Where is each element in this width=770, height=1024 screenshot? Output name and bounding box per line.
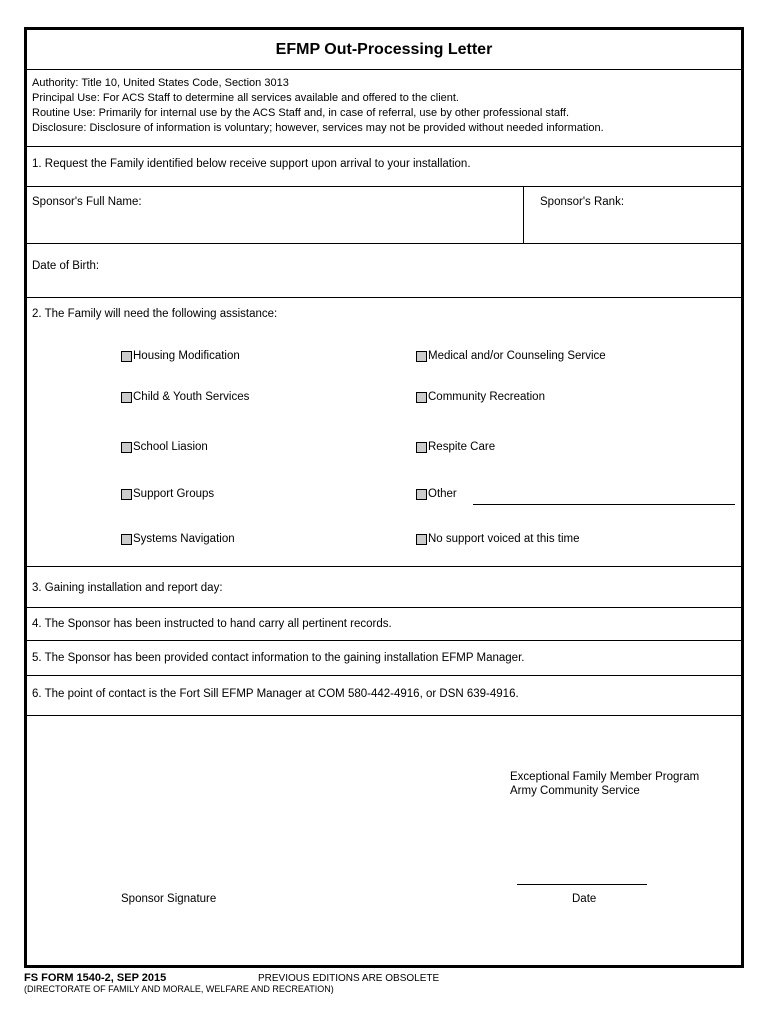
privacy-statement [27,70,741,147]
checkbox-label: Other [428,488,457,500]
checkbox-icon[interactable] [416,351,427,362]
checkbox-label: Community Recreation [428,391,545,403]
checkbox-label: Housing Modification [133,350,240,362]
date-line[interactable] [517,884,647,885]
other-specify-line[interactable] [473,504,735,505]
checkbox-icon[interactable] [121,442,132,453]
item-3-gaining-installation[interactable]: 3. Gaining installation and report day: [27,567,741,608]
checkbox-respite-care[interactable] [416,441,495,453]
checkbox-label: Child & Youth Services [133,391,250,403]
program-block [510,770,699,798]
disclosure-line: Disclosure: Disclosure of information is voluntary; however, services may not be provided without needed information. [32,122,604,134]
checkbox-medical-counseling[interactable] [416,350,606,362]
assistance-section [27,298,741,567]
checkbox-school-liaison[interactable] [121,441,208,453]
item-2-heading: 2. The Family will need the following assistance: [32,308,278,320]
item-5-contact-info: 5. The Sponsor has been provided contact information to the gaining installation EFMP Manager. [27,641,741,676]
form-title: EFMP Out-Processing Letter [27,30,741,70]
checkbox-label: Systems Navigation [133,533,235,545]
checkbox-icon[interactable] [416,534,427,545]
checkbox-no-support[interactable] [416,533,580,545]
signature-section [27,716,741,965]
item-1-request: 1. Request the Family identified below receive support upon arrival to your installation. [27,147,741,187]
item-6-point-of-contact: 6. The point of contact is the Fort Sill EFMP Manager at COM 580-442-4916, or DSN 639-4916. [27,676,741,716]
checkbox-icon[interactable] [121,489,132,500]
column-divider [523,187,524,243]
principal-use-line: Principal Use: For ACS Staff to determine all services available and offered to the client. [32,92,459,104]
program-org: Army Community Service [510,785,640,797]
checkbox-community-recreation[interactable] [416,391,545,403]
checkbox-label: Support Groups [133,488,215,500]
sponsor-rank-field[interactable]: Sponsor's Rank: [540,196,625,208]
form-footer [24,972,764,994]
checkbox-label: No support voiced at this time [428,533,580,545]
checkbox-icon[interactable] [416,489,427,500]
checkbox-icon[interactable] [416,392,427,403]
checkbox-icon[interactable] [121,392,132,403]
checkbox-label: Medical and/or Counseling Service [428,350,606,362]
checkbox-systems-navigation[interactable] [121,533,235,545]
sponsor-name-field[interactable]: Sponsor's Full Name: [32,196,142,208]
sponsor-signature-label[interactable]: Sponsor Signature [121,893,217,905]
form-container [24,27,744,968]
checkbox-icon[interactable] [121,351,132,362]
checkbox-support-groups[interactable] [121,488,214,500]
form-number: FS FORM 1540-2, SEP 2015 [24,972,167,984]
routine-use-line: Routine Use: Primarily for internal use by the ACS Staff and, in case of referral, use by other professional staff. [32,107,570,119]
previous-editions-note: PREVIOUS EDITIONS ARE OBSOLETE [258,973,440,984]
checkbox-label: School Liasion [133,441,208,453]
checkbox-icon[interactable] [416,442,427,453]
authority-line: Authority: Title 10, United States Code, Section 3013 [32,77,289,89]
directorate-note: (DIRECTORATE OF FAMILY AND MORALE, WELFARE AND RECREATION) [24,984,334,994]
sponsor-row [27,187,741,244]
date-of-birth-field[interactable]: Date of Birth: [27,244,741,298]
item-4-records: 4. The Sponsor has been instructed to hand carry all pertinent records. [27,608,741,641]
checkbox-other[interactable] [416,488,457,500]
program-name: Exceptional Family Member Program [510,771,700,783]
checkbox-child-youth-services[interactable] [121,391,249,403]
date-label: Date [572,893,597,905]
checkbox-icon[interactable] [121,534,132,545]
checkbox-housing-modification[interactable] [121,350,240,362]
checkbox-label: Respite Care [428,441,496,453]
